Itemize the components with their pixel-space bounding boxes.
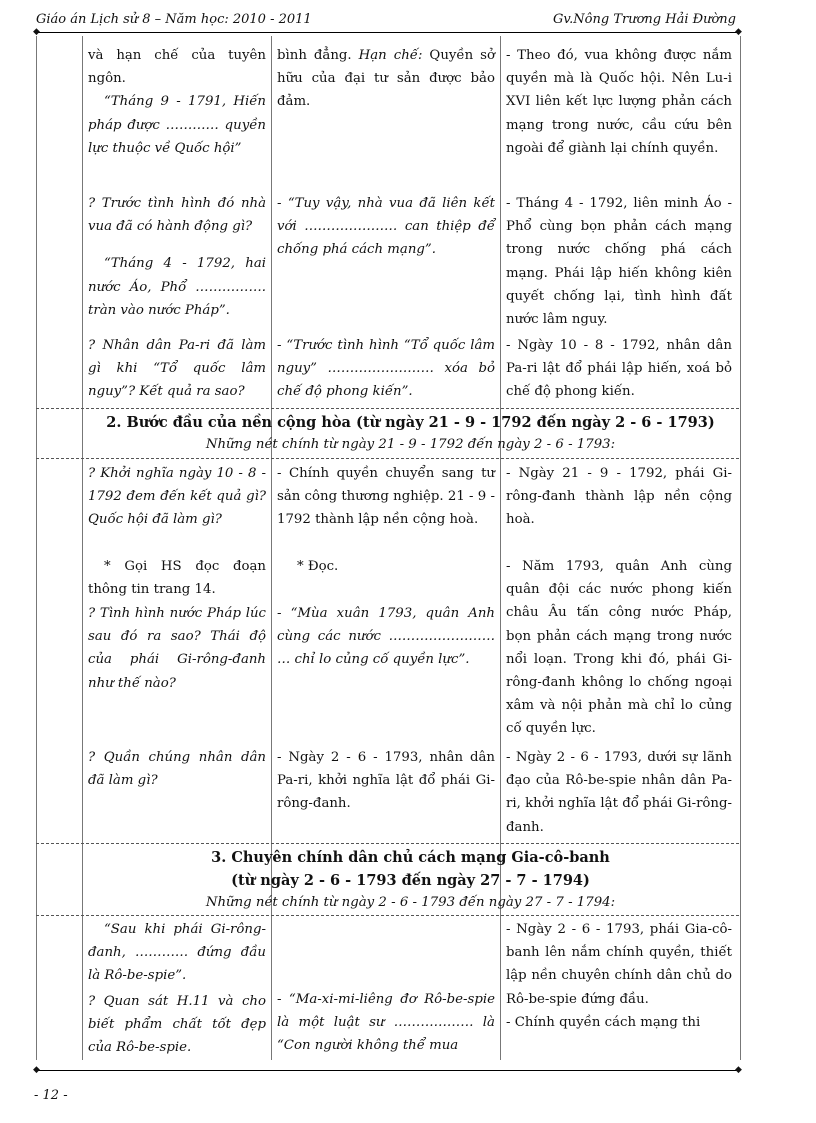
table-cell: - Ngày 2 - 6 - 1793, nhân dân Pa-ri, khởi nghĩa lật đổ phái Gi-rông-đanh.	[277, 750, 495, 812]
question: ? Quần chúng nhân dân đã làm gì?	[88, 750, 266, 789]
table-cell: bình đẳng. Hạn chế: Quyền sở hữu của đại tư sản được bảo đảm.	[277, 48, 495, 110]
section-title-dates: (từ ngày 2 - 6 - 1793 đến ngày 27 - 7 - 1794)	[231, 872, 590, 889]
section-title: 3. Chuyên chính dân chủ cách mạng Gia-cô-banh	[211, 849, 610, 866]
table-cell: * Đọc.	[297, 559, 339, 574]
table-cell: - Ngày 10 - 8 - 1792, nhân dân Pa-ri lật đổ phái lập hiến, xoá bỏ chế độ phong kiến.	[506, 338, 732, 400]
question: ? Trước tình hình đó nhà vua đã có hành động gì? “Tháng 4 - 1792, hai nước Áo, Phổ ……………. tràn vào nước Pháp”.	[88, 196, 266, 318]
row-divider	[36, 915, 739, 916]
header-right: Gv.Nông Trương Hải Đường	[552, 12, 736, 27]
table-cell: và hạn chế của tuyên ngôn. “Tháng 9 - 1791, Hiến pháp được ………… quyền lực thuộc về Quốc hội”	[88, 48, 266, 156]
rule-end-ornament: ◆	[735, 27, 742, 37]
table-cell: - Chính quyền chuyển sang tư sản công thương nghiệp. 21 - 9 - 1792 thành lập nền cộng hoà.	[277, 466, 495, 528]
table-cell: * Gọi HS đọc đoạn thông tin trang 14.	[88, 559, 266, 598]
table-cell: - Theo đó, vua không được nắm quyền mà là Quốc hội. Nên Lu-i XVI liên kết lực lượng phản cách mạng trong nước, cầu cứu bên ngoài để giành lại chính quyền.	[506, 48, 732, 156]
row-divider	[36, 408, 739, 409]
page-header	[36, 10, 736, 30]
table-cell: - “Trước tình hình “Tổ quốc lâm nguy” …………………… xóa bỏ chế độ phong kiến”.	[277, 338, 495, 400]
footer-rule	[36, 1070, 739, 1071]
question: ? Nhân dân Pa-ri đã làm gì khi “Tổ quốc lâm nguy”? Kết quả ra sao?	[88, 338, 266, 400]
row-divider	[36, 843, 739, 844]
table-cell: - Tháng 4 - 1792, liên minh Áo - Phổ cùng bọn phản cách mạng trong nước chống phá cách mạng. Phái lập hiến không kiên quyết chống lại, tình hình đất nước lâm nguy.	[506, 196, 732, 328]
table-cell: - “Tuy vậy, nhà vua đã liên kết với ………………… can thiệp để chống phá cách mạng”.	[277, 196, 495, 258]
section-title: 2. Bước đầu của nền cộng hòa (từ ngày 21 - 9 - 1792 đến ngày 2 - 6 - 1793)	[106, 414, 715, 431]
rule-end-ornament: ◆	[735, 1065, 742, 1075]
table-cell: - Năm 1793, quân Anh cùng quân đội các nước phong kiến châu Âu tấn công nước Pháp, bọn phản cách mạng trong nước nổi loạn. Trong khi đó, phái Gi-rông-đanh không lo chống ngoại xâm và nội phản mà chỉ lo củng cố quyền lực.	[506, 559, 732, 737]
header-left: Giáo án Lịch sử 8 – Năm học: 2010 - 2011	[36, 12, 312, 27]
table-cell: “Sau khi phái Gi-rông-đanh, ………… đứng đầu là Rô-be-spie”. ? Quan sát H.11 và cho biết phẩm chất tốt đẹp của Rô-be-spie.	[88, 922, 266, 1056]
section-subtitle: Những nét chính từ ngày 21 - 9 - 1792 đến ngày 2 - 6 - 1793:	[205, 437, 616, 452]
table-cell: - Ngày 21 - 9 - 1792, phái Gi-rông-đanh thành lập nền cộng hoà.	[506, 466, 732, 528]
table-cell: - Ngày 2 - 6 - 1793, phái Gia-cô-banh lên nắm chính quyền, thiết lập nền chuyên chính dân chủ do Rô-be-spie đứng đầu. - Chính quyền cách mạng thi	[506, 922, 732, 1030]
table-cell: - “Mùa xuân 1793, quân Anh cùng các nước …………………… … chỉ lo củng cố quyền lực”.	[277, 606, 495, 668]
row-divider	[36, 458, 739, 459]
header-rule	[36, 32, 739, 33]
question: ? Tình hình nước Pháp lúc sau đó ra sao? Thái độ của phái Gi-rông-đanh như thế nào?	[88, 606, 266, 691]
page-number: - 12 -	[34, 1088, 68, 1103]
section-subtitle: Những nét chính từ ngày 2 - 6 - 1793 đến ngày 27 - 7 - 1794:	[205, 895, 616, 910]
question: ? Khởi nghĩa ngày 10 - 8 - 1792 đem đến kết quả gì? Quốc hội đã làm gì?	[88, 466, 266, 528]
rule-end-ornament: ◆	[33, 27, 40, 37]
table-cell: - Ngày 2 - 6 - 1793, dưới sự lãnh đạo của Rô-be-spie nhân dân Pa-ri, khởi nghĩa lật đổ phái Gi-rông-đanh.	[506, 750, 732, 835]
rule-end-ornament: ◆	[33, 1065, 40, 1075]
table-cell: - “Ma-xi-mi-liêng đơ Rô-be-spie là một luật sư ……………… là “Con người không thể mua	[277, 992, 495, 1054]
